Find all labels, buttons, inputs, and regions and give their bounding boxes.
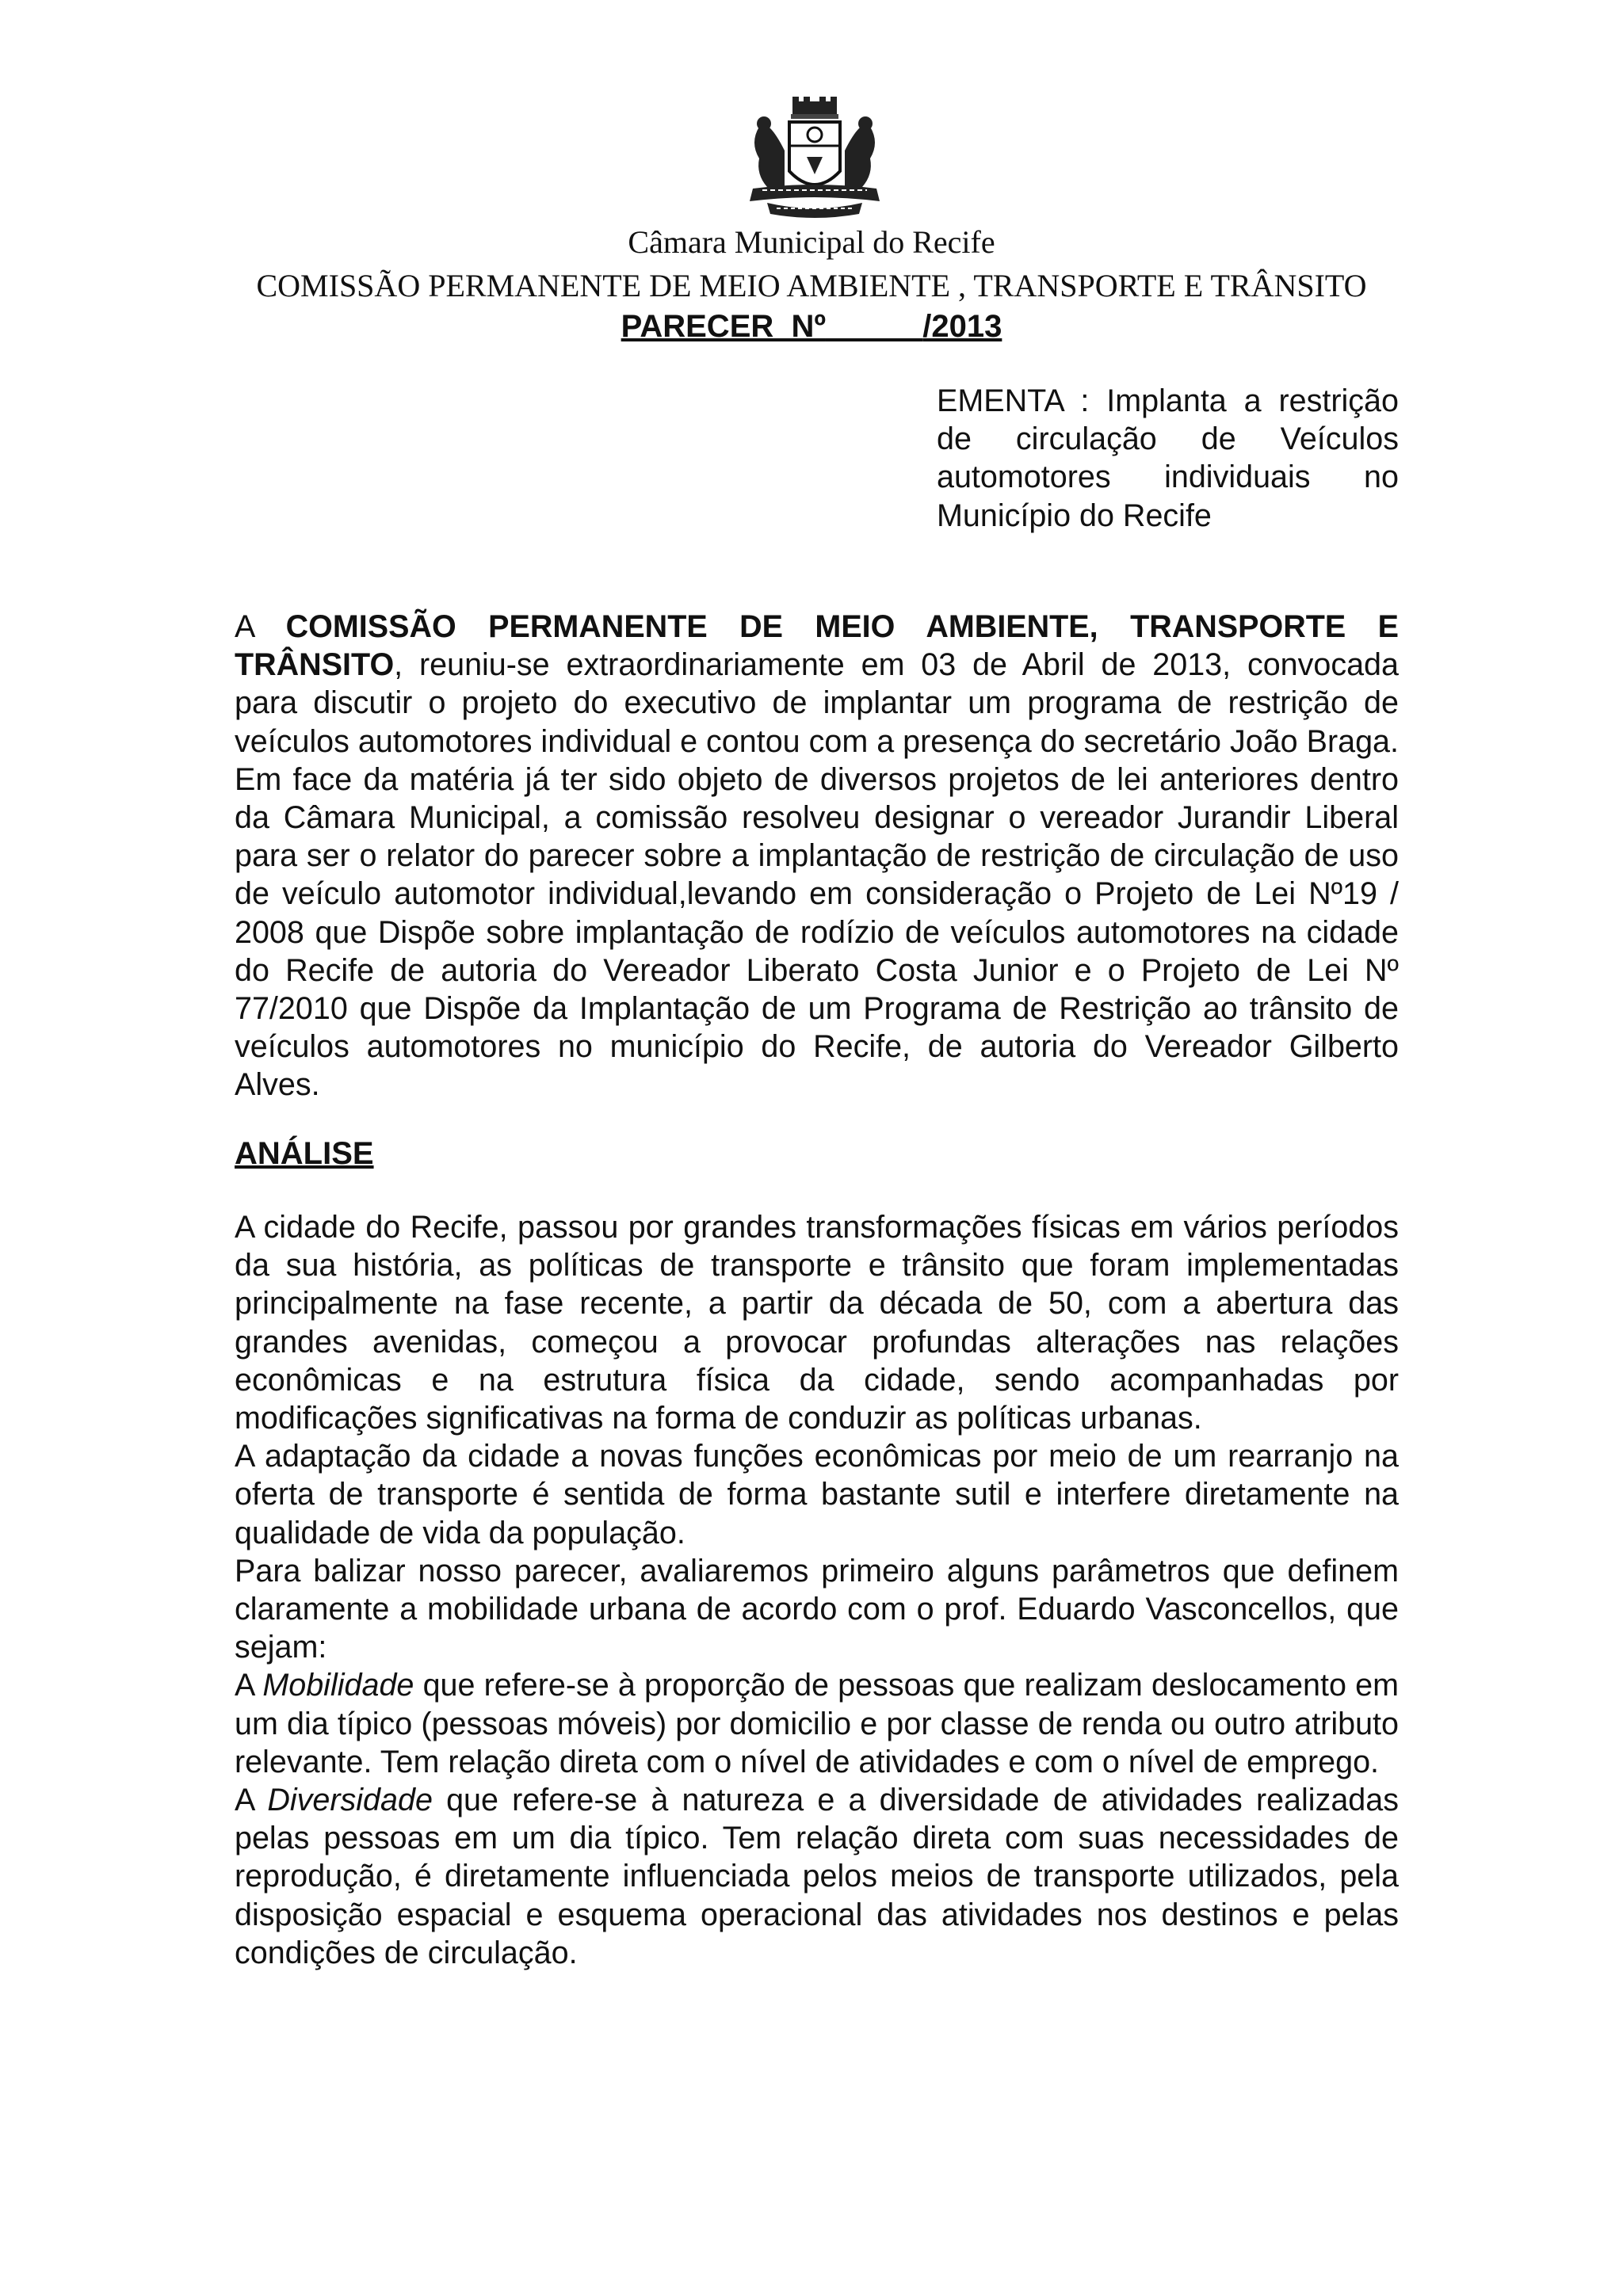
parecer-number-blank [826, 309, 922, 344]
mobilidade-prefix: A [235, 1668, 263, 1703]
intro-paragraph [235, 608, 1399, 1104]
intro-text: , reuniu-se extraordinariamente em 03 de Abril de 2013, convocada para discutir o projeto do executivo de implantar um programa de restrição de veículos automotores individual e contou com a presença do secretário João Braga. Em face da matéria já ter sido objeto de diversos projetos de lei anteriores dentro da Câmara Municipal, a comissão resolveu designar o vereador Jurandir Liberal para ser o relator do parecer sobre a implantação de restrição de circulação de uso de veículo automotor individual,levando em consideração o Projeto de Lei Nº19 / 2008 que Dispõe sobre implantação de rodízio de veículos automotores na cidade do Recife de autoria do Vereador Liberato Costa Junior e o Projeto de Lei Nº 77/2010 que Dispõe da Implantação de um Programa de Restrição ao trânsito de veículos automotores no município do Recife, de autoria do Vereador Gilberto Alves. [235, 647, 1399, 1103]
intro-article: A [235, 609, 286, 644]
diversidade-prefix: A [235, 1783, 268, 1818]
mobilidade-term: Mobilidade [262, 1668, 414, 1703]
parecer-label: PARECER Nº [621, 309, 826, 344]
parecer-year: /2013 [922, 309, 1002, 344]
parecer-title [0, 309, 1623, 345]
coat-of-arms-icon [735, 95, 894, 222]
commission-bold: COMISSÃO PERMANENTE DE MEIO AMBIENTE, TRANSPORTE E TRÂNSITO [235, 609, 1399, 683]
commission-name: COMISSÃO PERMANENTE DE MEIO AMBIENTE , TRANSPORTE E TRÂNSITO [256, 268, 1367, 303]
analise-paragraph-2: A adaptação da cidade a novas funções econômicas por meio de um rearranjo na oferta de transporte é sentida de forma bastante sutil e interfere diretamente na qualidade de vida da população. [235, 1439, 1399, 1550]
analise-paragraph-3: Para balizar nosso parecer, avaliaremos primeiro alguns parâmetros que definem claramente a mobilidade urbana de acordo com o prof. Eduardo Vasconcellos, que sejam: [235, 1553, 1399, 1665]
diversidade-term: Diversidade [267, 1783, 433, 1818]
analise-paragraph-diversidade [235, 1781, 1399, 1972]
mobilidade-text: que refere-se à proporção de pessoas que realizam deslocamento em um dia típico (pessoas móveis) por domicilio e por classe de renda ou outro atributo relevante. Tem relação direta com o nível de atividades e com o nível de emprego. [235, 1668, 1399, 1779]
analise-body [235, 1208, 1399, 1972]
analise-heading: ANÁLISE [235, 1136, 374, 1171]
analise-paragraph-mobilidade [235, 1666, 1399, 1781]
diversidade-text: que refere-se à natureza e a diversidade de atividades realizadas pelas pessoas em um dia típico. Tem relação direta com suas necessidades de reprodução, é diretamente influenciada pelos meios de transporte utilizados, pela disposição espacial e esquema operacional das atividades nos destinos e pelas condições de circulação. [235, 1783, 1399, 1970]
institution-name: Câmara Municipal do Recife [628, 224, 995, 260]
ementa-summary: EMENTA : Implanta a restrição de circulação de Veículos automotores individuais no Município do Recife [937, 383, 1399, 533]
analise-paragraph-1: A cidade do Recife, passou por grandes transformações físicas em vários períodos da sua história, as políticas de transporte e trânsito que foram implementadas principalmente na fase recente, a partir da década de 50, com a abertura das grandes avenidas, começou a provocar profundas alterações nas relações econômicas e na estrutura física da cidade, sendo acompanhadas por modificações significativas na forma de conduzir as políticas urbanas. [235, 1210, 1399, 1436]
